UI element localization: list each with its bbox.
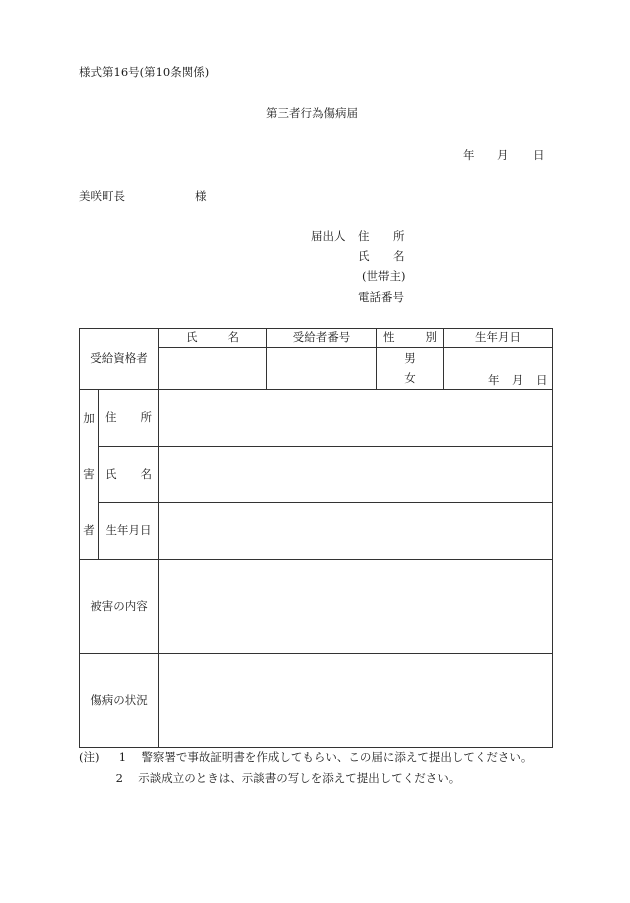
col-birth-label: 生年月日: [475, 330, 521, 345]
damage-field[interactable]: [159, 560, 553, 654]
perpetrator-label-1: 加: [83, 410, 95, 425]
col-number-label: 受給者番号: [292, 330, 351, 345]
note-1-number: 1: [118, 750, 127, 764]
applicant-phone: 電話番号: [358, 290, 404, 304]
recipient-number-field[interactable]: [267, 348, 377, 390]
col-sex-b: 別: [425, 330, 437, 345]
col-sex-a: 性: [383, 330, 395, 345]
perp-name-label-cell: [99, 447, 159, 503]
perp-address-b: 所: [140, 410, 152, 425]
male-option[interactable]: [377, 348, 444, 369]
form-table: [79, 328, 553, 748]
perp-birth-label: 生年月日: [105, 523, 152, 538]
date-month-label: 月: [497, 148, 509, 162]
perpetrator-label-2: 害: [83, 466, 95, 481]
col-name-header: [159, 329, 267, 348]
injury-label: 傷病の状況: [90, 692, 148, 707]
form-title: 第三者行為傷病届: [266, 106, 358, 120]
male-label: 男: [404, 350, 416, 365]
perpetrator-label-3: 者: [83, 523, 95, 537]
date-day-label: 日: [533, 148, 545, 162]
notes: [79, 752, 532, 793]
damage-label-cell: [80, 560, 159, 654]
perp-address-label-cell: [99, 390, 159, 447]
perp-name-field[interactable]: [159, 447, 553, 503]
birth-month-label: 月: [512, 373, 524, 387]
recipient-label: 受給資格者: [90, 351, 148, 366]
addressee: 美咲町長: [79, 189, 125, 203]
damage-label: 被害の内容: [90, 598, 148, 613]
applicant-householder: (世帯主): [362, 269, 406, 283]
note-2-number: 2: [115, 770, 123, 785]
recipient-name-field[interactable]: [159, 348, 267, 390]
note-1-text: 警察署で事故証明書を作成してもらい、この届に添えて提出してください。: [141, 750, 533, 764]
applicant-address-a: 住: [358, 229, 370, 243]
honorific: 様: [195, 189, 207, 203]
perpetrator-label-2-cell: [80, 447, 99, 503]
applicant-name-a: 氏: [358, 249, 370, 263]
female-option[interactable]: [377, 369, 444, 390]
note-1: [79, 752, 532, 764]
birth-year-label: 年: [488, 373, 500, 387]
col-birth-header: [444, 329, 553, 348]
birth-day-label: 日: [536, 373, 548, 387]
applicant-label: 届出人: [311, 229, 346, 243]
col-number-header: [267, 329, 377, 348]
perp-birth-label-cell: [99, 503, 159, 560]
female-label: 女: [404, 371, 416, 385]
injury-field[interactable]: [159, 654, 553, 748]
note-2: [79, 770, 532, 785]
perp-address-a: 住: [105, 410, 117, 425]
perp-birth-field[interactable]: [159, 503, 553, 560]
perpetrator-label-1-cell: [80, 390, 99, 447]
col-sex-header: [377, 329, 444, 348]
perp-name-a: 氏: [105, 466, 117, 481]
perpetrator-label-3-cell: [80, 503, 99, 560]
note-2-text: 示談成立のときは、示談書の写しを添えて提出してください。: [138, 770, 461, 785]
notes-prefix: (注): [79, 750, 100, 764]
col-name-b: 名: [227, 330, 239, 345]
date-year-label: 年: [463, 148, 475, 162]
perp-address-field[interactable]: [159, 390, 553, 447]
recipient-birth-field[interactable]: [444, 348, 553, 390]
recipient-label-cell: [80, 329, 159, 390]
col-name-a: 氏: [186, 330, 198, 345]
applicant-name-b: 名: [393, 249, 405, 263]
applicant-address-b: 所: [393, 229, 405, 243]
form-number: 様式第16号(第10条関係): [79, 65, 210, 79]
injury-label-cell: [80, 654, 159, 748]
perp-name-b: 名: [140, 466, 152, 481]
